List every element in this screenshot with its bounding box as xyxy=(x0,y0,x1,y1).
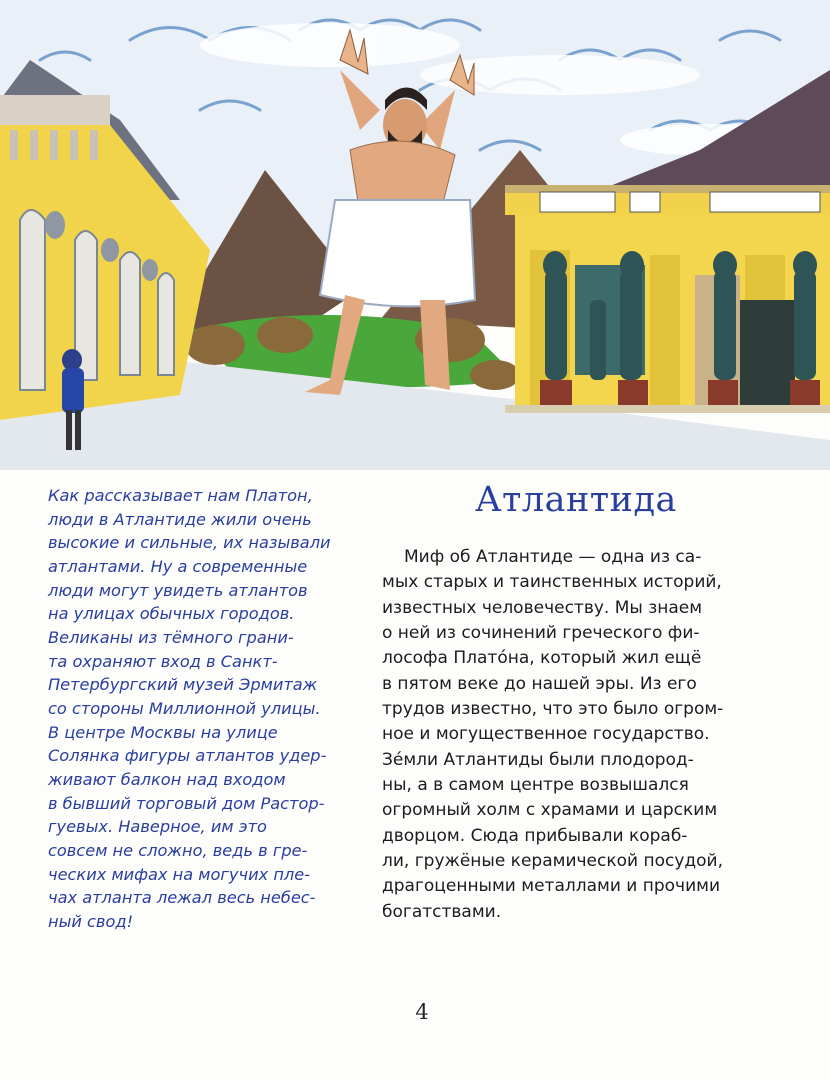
sidebar-line: Солянка фигуры атлантов удер- xyxy=(48,746,327,766)
article-line: Зéмли Атлантиды были плодород- xyxy=(382,749,694,770)
sidebar-line: та охраняют вход в Санкт- xyxy=(48,651,278,671)
article-line: богатствами. xyxy=(382,901,502,922)
article-line: ны, а в самом центре возвышался xyxy=(382,775,689,796)
sidebar-line: Петербургский музей Эрмитаж xyxy=(48,675,318,695)
article-line: ли, гружёные керамической посудой, xyxy=(382,851,723,872)
sidebar-line: живают балкон над входом xyxy=(48,769,286,789)
article-title: Атлантида xyxy=(475,480,677,520)
sidebar-line: люди могут увидеть атлантов xyxy=(48,580,308,600)
sidebar-line: атлантами. Ну а современные xyxy=(48,556,308,576)
sidebar-line: ный свод! xyxy=(48,911,134,931)
article-body xyxy=(382,545,782,925)
article-line: мых старых и таинственных историй, xyxy=(382,572,722,593)
article-line: в пятом веке до нашей эры. Из его xyxy=(382,673,697,694)
page-number: 4 xyxy=(415,1000,429,1024)
atlas-illustration xyxy=(0,0,830,470)
sidebar-line: со стороны Миллионной улицы. xyxy=(48,698,321,718)
sidebar-line: чах атланта лежал весь небес- xyxy=(48,888,316,908)
article-line: трудов известно, что это было огром- xyxy=(382,699,724,720)
sidebar-line: в бывший торговый дом Растор- xyxy=(48,793,325,813)
sidebar-line: люди в Атлантиде жили очень xyxy=(48,509,312,529)
sidebar-line: высокие и сильные, их называли xyxy=(48,533,331,553)
right-building xyxy=(505,185,830,413)
sidebar-line: В центре Москвы на улице xyxy=(48,722,278,742)
article-line: о ней из сочинений греческого фи- xyxy=(382,623,700,644)
article-line: лософа Платóна, который жил ещё xyxy=(382,648,702,669)
article-line: ное и могущественное государство. xyxy=(382,724,710,745)
article-line: огромный холм с храмами и царским xyxy=(382,800,718,821)
article-line: Миф об Атлантиде — одна из са- xyxy=(404,547,702,567)
sidebar-line: Как рассказывает нам Платон, xyxy=(48,486,313,505)
sidebar-line: на улицах обычных городов. xyxy=(48,604,295,624)
sidebar-line: Великаны из тёмного грани- xyxy=(48,627,294,647)
sidebar-note xyxy=(48,484,348,933)
sidebar-line: гуевых. Наверное, им это xyxy=(48,817,267,837)
article-line: драгоценными металлами и прочими xyxy=(382,876,721,897)
article-line: известных человечеству. Мы знаем xyxy=(382,597,703,618)
sidebar-line: ческих мифах на могучих пле- xyxy=(48,864,311,884)
sidebar-line: совсем не сложно, ведь в гре- xyxy=(48,840,308,860)
article-line: дворцом. Сюда прибывали кораб- xyxy=(382,825,688,846)
